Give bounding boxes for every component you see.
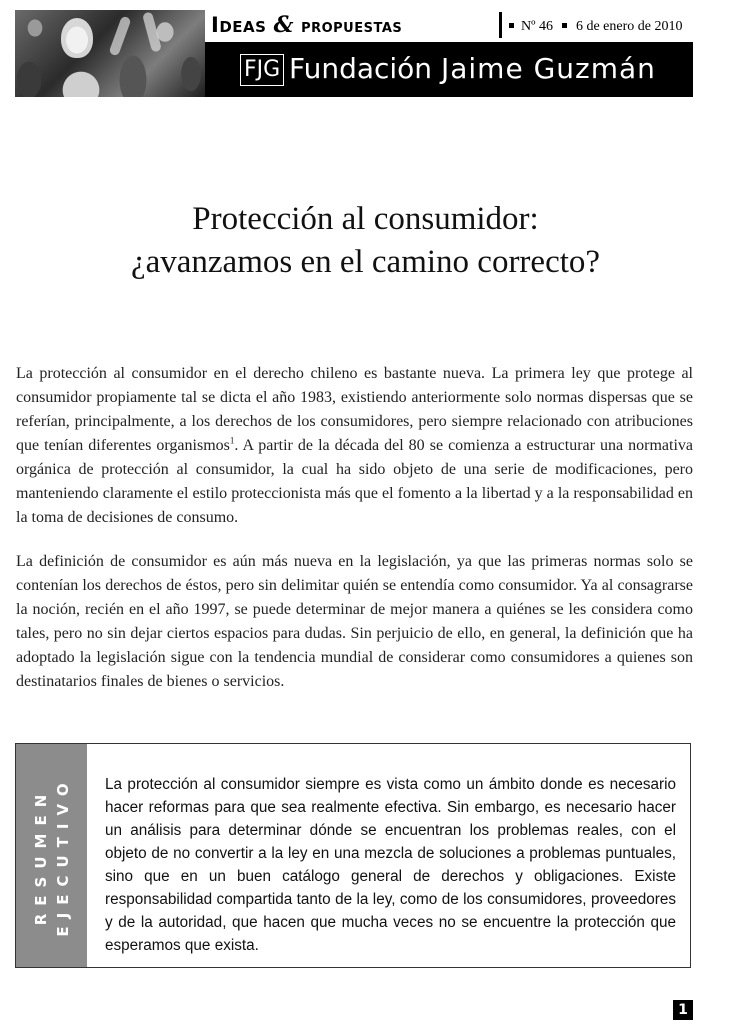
header-photo-detail: [108, 15, 131, 56]
executive-summary-sidebar: [16, 744, 87, 967]
foundation-band: [205, 42, 693, 97]
executive-summary-text: La protección al consumidor siempre es vista como un ámbito donde es necesario hacer reformas para que sea realmente efectiva. Sin embargo, es necesario hacer un análisis para determinar dónde se encuentran los problemas reales, con el objeto de no convertir a la ley en una mezcla de soluciones a problemas puntuales, sino que en un buen catálogo general de derechos y obligaciones. Existe responsabilidad compartida tanto de la ley, como de los consumidores, proveedores y de la autoridad, que hacen que mucha veces no se encuentre la protección que esperamos que exista.: [105, 776, 676, 954]
body-paragraph-1: [16, 362, 693, 530]
issue-date: 6 de enero de 2010: [575, 19, 683, 34]
header-photo: [15, 10, 205, 97]
executive-summary-box: [15, 743, 691, 968]
series-title-ampersand: &: [273, 12, 294, 38]
masthead: [15, 10, 693, 97]
document-title: [0, 198, 731, 284]
series-title-word2: propuestas: [301, 15, 403, 37]
page-number: 1: [673, 1000, 693, 1020]
series-title: [211, 12, 402, 38]
executive-summary-label: [30, 775, 74, 936]
series-title-word1: Ideas: [211, 13, 267, 37]
fjg-logo: FJG: [240, 54, 284, 86]
body-paragraph-2: La definición de consumidor es aún más nueva en la legislación, ya que las primeras normas solo se contenían los derechos de éstos, pero sin delimitar quién se entendía como consumidor. Ya al consagrarse la noción, recién en el año 1997, se puede determinar de mejor manera a quiénes se les considera como tales, pero no sin dejar ciertos espacios para dudas. Sin perjuicio de ello, en general, la definición que ha adoptado la legislación sigue con la tendencia mundial de considerar como consumidores a quienes son destinatarios finales de bienes o servicios.: [16, 553, 693, 690]
issue-info: [509, 19, 682, 35]
executive-summary-label-line2: EJECUTIVO: [54, 775, 72, 937]
foundation-name: [289, 50, 656, 88]
title-separator: [499, 12, 502, 38]
document-title-line1: Protección al consumidor:: [192, 201, 539, 237]
foundation-name-part2: Jaime Guzmán: [440, 52, 656, 85]
series-title-strip: [205, 10, 693, 42]
header-photo-figure: [61, 18, 93, 58]
foundation-name-part1: Fundación: [289, 52, 433, 85]
bullet-square-icon: [509, 23, 514, 28]
bullet-square-icon: [562, 23, 567, 28]
footnote-reference[interactable]: 1: [229, 435, 235, 446]
p1-text-end: . A partir de la década del 80 se comienza a estructurar una normativa orgánica de protección al consumidor, la cual ha sido objeto de una serie de modificaciones, pero manteniendo claramente el estilo proteccionista más que el fomento a la libertad y a la responsabilidad en la toma de decisiones de consumo.: [16, 437, 693, 526]
issue-number: Nº 46: [521, 19, 553, 34]
p1-text-start: La protección al consumidor en el derecho chileno es bastante nueva. La primera ley que protege al consumidor propiamente tal se dicta el año 1983, existiendo anteriormente solo normas dispersas que se referían, principalmente, a los derechos de los consumidores, pero siempre relacionado con atribuciones que tenían diferentes organismos: [16, 365, 693, 454]
document-title-line2: ¿avanzamos en el camino correcto?: [130, 244, 601, 280]
executive-summary-label-line1: RESUMEN: [32, 786, 50, 926]
header-photo-detail: [142, 11, 162, 52]
